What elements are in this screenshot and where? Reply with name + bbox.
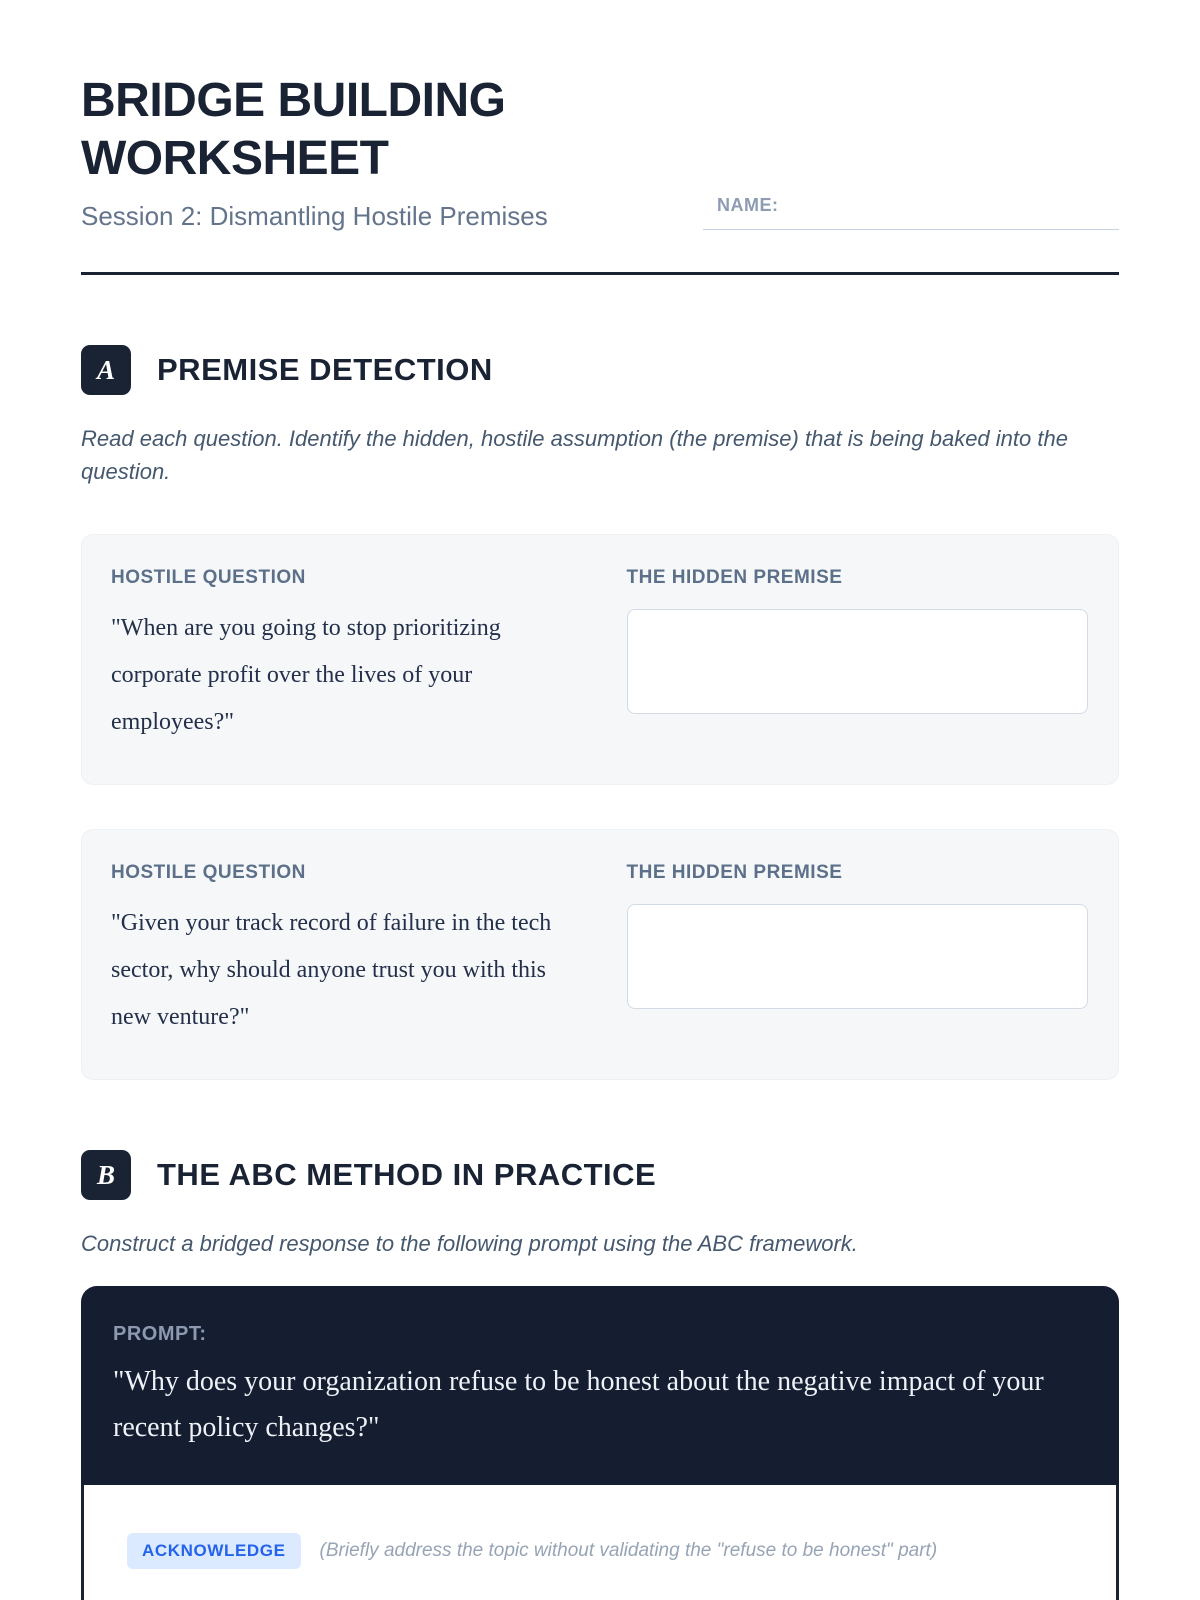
hostile-question-column bbox=[111, 567, 573, 746]
worksheet-subtitle: Session 2: Dismantling Hostile Premises bbox=[81, 201, 548, 231]
name-label: NAME: bbox=[717, 195, 779, 215]
section-b-instructions: Construct a bridged response to the following prompt using the ABC framework. bbox=[81, 1231, 858, 1256]
premise-card-1 bbox=[81, 534, 1119, 785]
prompt-card bbox=[81, 1286, 1119, 1485]
hidden-premise-label: THE HIDDEN PREMISE bbox=[626, 862, 843, 883]
abc-response-box bbox=[81, 1485, 1119, 1600]
header-title-block bbox=[81, 72, 548, 232]
section-a-title: PREMISE DETECTION bbox=[157, 352, 493, 387]
worksheet-header bbox=[81, 72, 1119, 232]
hostile-question-column bbox=[111, 862, 573, 1041]
acknowledge-step-row bbox=[127, 1533, 1076, 1569]
hostile-question-label: HOSTILE QUESTION bbox=[111, 862, 306, 883]
name-input[interactable] bbox=[789, 195, 1120, 216]
hidden-premise-column bbox=[627, 567, 1089, 746]
section-b-title: THE ABC METHOD IN PRACTICE bbox=[157, 1157, 657, 1192]
header-divider bbox=[81, 272, 1119, 275]
acknowledge-badge: ACKNOWLEDGE bbox=[127, 1533, 301, 1569]
page-title-line-1: BRIDGE BUILDING bbox=[81, 74, 506, 127]
acknowledge-hint: (Briefly address the topic without validating the "refuse to be honest" part) bbox=[319, 1540, 938, 1561]
page-title-line-2: WORKSHEET bbox=[81, 132, 389, 185]
hidden-premise-input-2[interactable] bbox=[627, 904, 1089, 1009]
section-a-instructions: Read each question. Identify the hidden, hostile assumption (the premise) that is being baked into the question. bbox=[81, 426, 1068, 484]
section-b-heading bbox=[81, 1150, 1119, 1200]
prompt-text: "Why does your organization refuse to be honest about the negative impact of your recent policy changes?" bbox=[113, 1366, 1044, 1443]
premise-card-2 bbox=[81, 829, 1119, 1080]
name-field bbox=[703, 195, 1119, 230]
page-title bbox=[81, 72, 548, 188]
prompt-label: PROMPT: bbox=[113, 1323, 207, 1345]
hostile-question-label: HOSTILE QUESTION bbox=[111, 567, 306, 588]
section-a-heading bbox=[81, 345, 1119, 395]
hostile-question-text: "When are you going to stop prioritizing corporate profit over the lives of your employees?" bbox=[111, 615, 501, 735]
hidden-premise-label: THE HIDDEN PREMISE bbox=[626, 567, 843, 588]
hidden-premise-column bbox=[627, 862, 1089, 1041]
section-b-badge: B bbox=[81, 1150, 131, 1200]
hostile-question-text: "Given your track record of failure in the tech sector, why should anyone trust you with this new venture?" bbox=[111, 910, 552, 1030]
hidden-premise-input-1[interactable] bbox=[627, 609, 1089, 714]
section-a-badge: A bbox=[81, 345, 131, 395]
